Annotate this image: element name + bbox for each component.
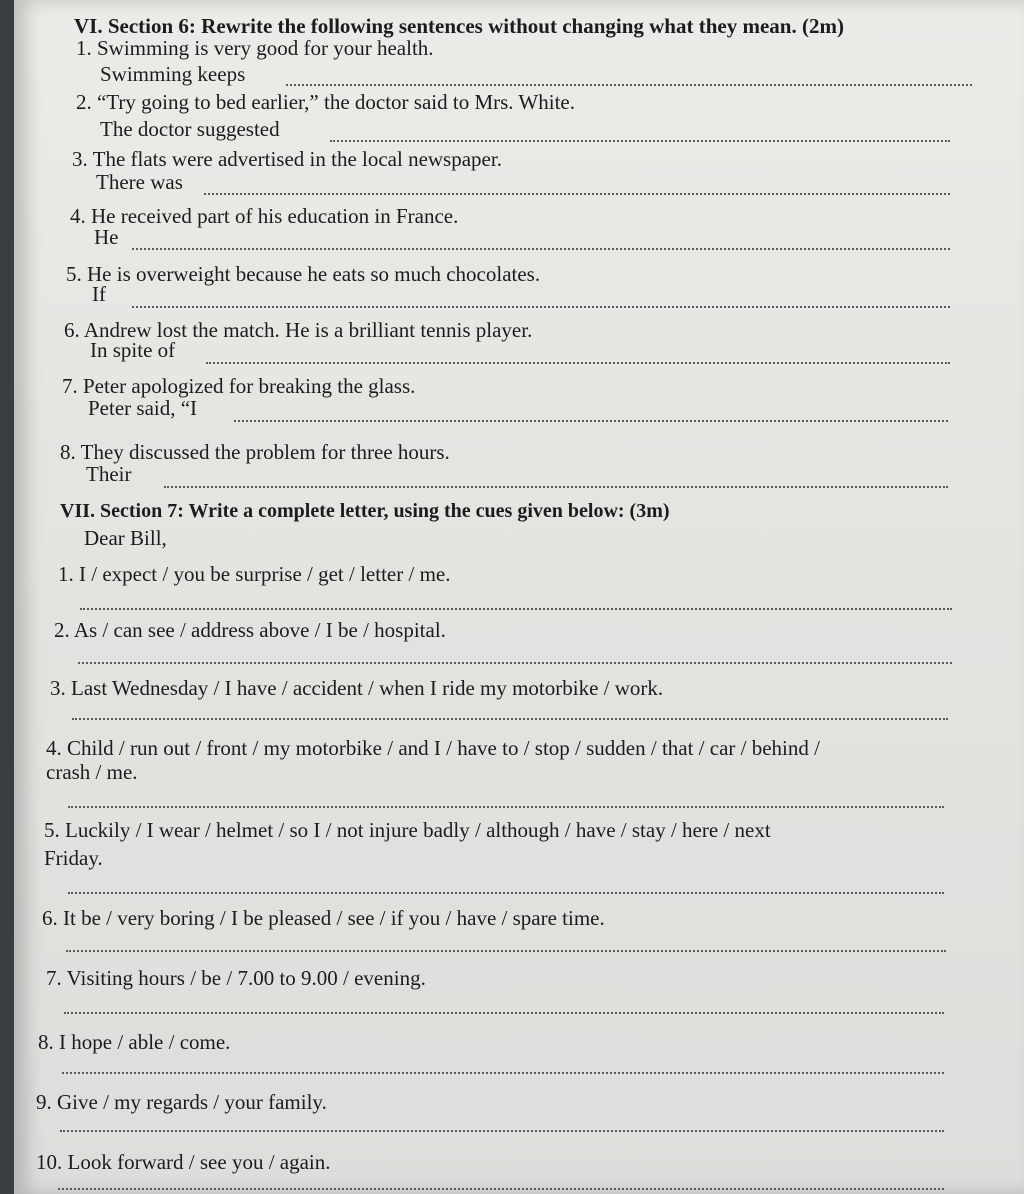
question-8-answer-line[interactable] — [164, 486, 948, 488]
question-6-prompt: 6. Andrew lost the match. He is a brilliant tennis player. — [64, 318, 533, 342]
cue-1-answer-line[interactable] — [80, 608, 952, 610]
cue-5-answer-line[interactable] — [68, 892, 944, 894]
question-5-prompt: 5. He is overweight because he eats so much chocolates. — [66, 262, 541, 286]
cue-1: 1. I / expect / you be surprise / get / letter / me. — [58, 562, 451, 586]
cue-5-line-2: Friday. — [44, 846, 103, 870]
cue-4-line-2: crash / me. — [46, 760, 138, 784]
cue-6-answer-line[interactable] — [66, 950, 946, 952]
letter-greeting: Dear Bill, — [84, 526, 167, 550]
cue-7-answer-line[interactable] — [64, 1012, 944, 1014]
question-4-prompt: 4. He received part of his education in France. — [70, 204, 459, 228]
cue-7: 7. Visiting hours / be / 7.00 to 9.00 / evening. — [46, 966, 426, 990]
cue-3-answer-line[interactable] — [72, 718, 948, 720]
question-8-stem: Their — [86, 462, 132, 486]
cue-2-answer-line[interactable] — [78, 662, 952, 664]
cue-6: 6. It be / very boring / I be pleased / see / if you / have / spare time. — [42, 906, 605, 930]
cue-9: 9. Give / my regards / your family. — [36, 1090, 327, 1114]
question-3-prompt: 3. The flats were advertised in the local newspaper. — [72, 147, 502, 171]
cue-4-answer-line[interactable] — [68, 806, 944, 808]
question-7-answer-line[interactable] — [234, 420, 948, 422]
question-2-answer-line[interactable] — [330, 140, 950, 142]
cue-8: 8. I hope / able / come. — [38, 1030, 231, 1054]
question-5-answer-line[interactable] — [132, 306, 950, 308]
worksheet-page — [14, 0, 1024, 1194]
question-1-answer-line[interactable] — [286, 84, 972, 86]
question-2-stem: The doctor suggested — [100, 117, 280, 141]
question-4-answer-line[interactable] — [132, 248, 950, 250]
question-1-prompt: 1. Swimming is very good for your health. — [76, 36, 434, 60]
cue-9-answer-line[interactable] — [60, 1130, 944, 1132]
question-8-prompt: 8. They discussed the problem for three hours. — [60, 440, 450, 464]
question-3-answer-line[interactable] — [204, 193, 950, 195]
question-2-prompt: 2. “Try going to bed earlier,” the doctor said to Mrs. White. — [76, 90, 575, 114]
question-1-stem: Swimming keeps — [100, 62, 246, 86]
cue-5-line-1: 5. Luckily / I wear / helmet / so I / not injure badly / although / have / stay / here / next — [44, 818, 771, 842]
question-4-stem: He — [94, 225, 119, 249]
question-5-stem: If — [92, 282, 106, 306]
question-7-prompt: 7. Peter apologized for breaking the glass. — [62, 374, 416, 398]
cue-4-line-1: 4. Child / run out / front / my motorbike / and I / have to / stop / sudden / that / car / behind / — [46, 736, 820, 760]
cue-10: 10. Look forward / see you / again. — [36, 1150, 331, 1174]
cue-8-answer-line[interactable] — [62, 1072, 944, 1074]
cue-2: 2. As / can see / address above / I be / hospital. — [54, 618, 446, 642]
section-7-title: VII. Section 7: Write a complete letter, using the cues given below: (3m) — [60, 500, 670, 522]
cue-3: 3. Last Wednesday / I have / accident / when I ride my motorbike / work. — [50, 676, 664, 700]
question-7-stem: Peter said, “I — [88, 396, 198, 420]
question-6-answer-line[interactable] — [206, 362, 950, 364]
section-6-title: VI. Section 6: Rewrite the following sentences without changing what they mean. (2m) — [74, 14, 844, 38]
question-3-stem: There was — [96, 170, 183, 194]
question-6-stem: In spite of — [90, 338, 176, 362]
cue-10-answer-line[interactable] — [58, 1188, 944, 1190]
